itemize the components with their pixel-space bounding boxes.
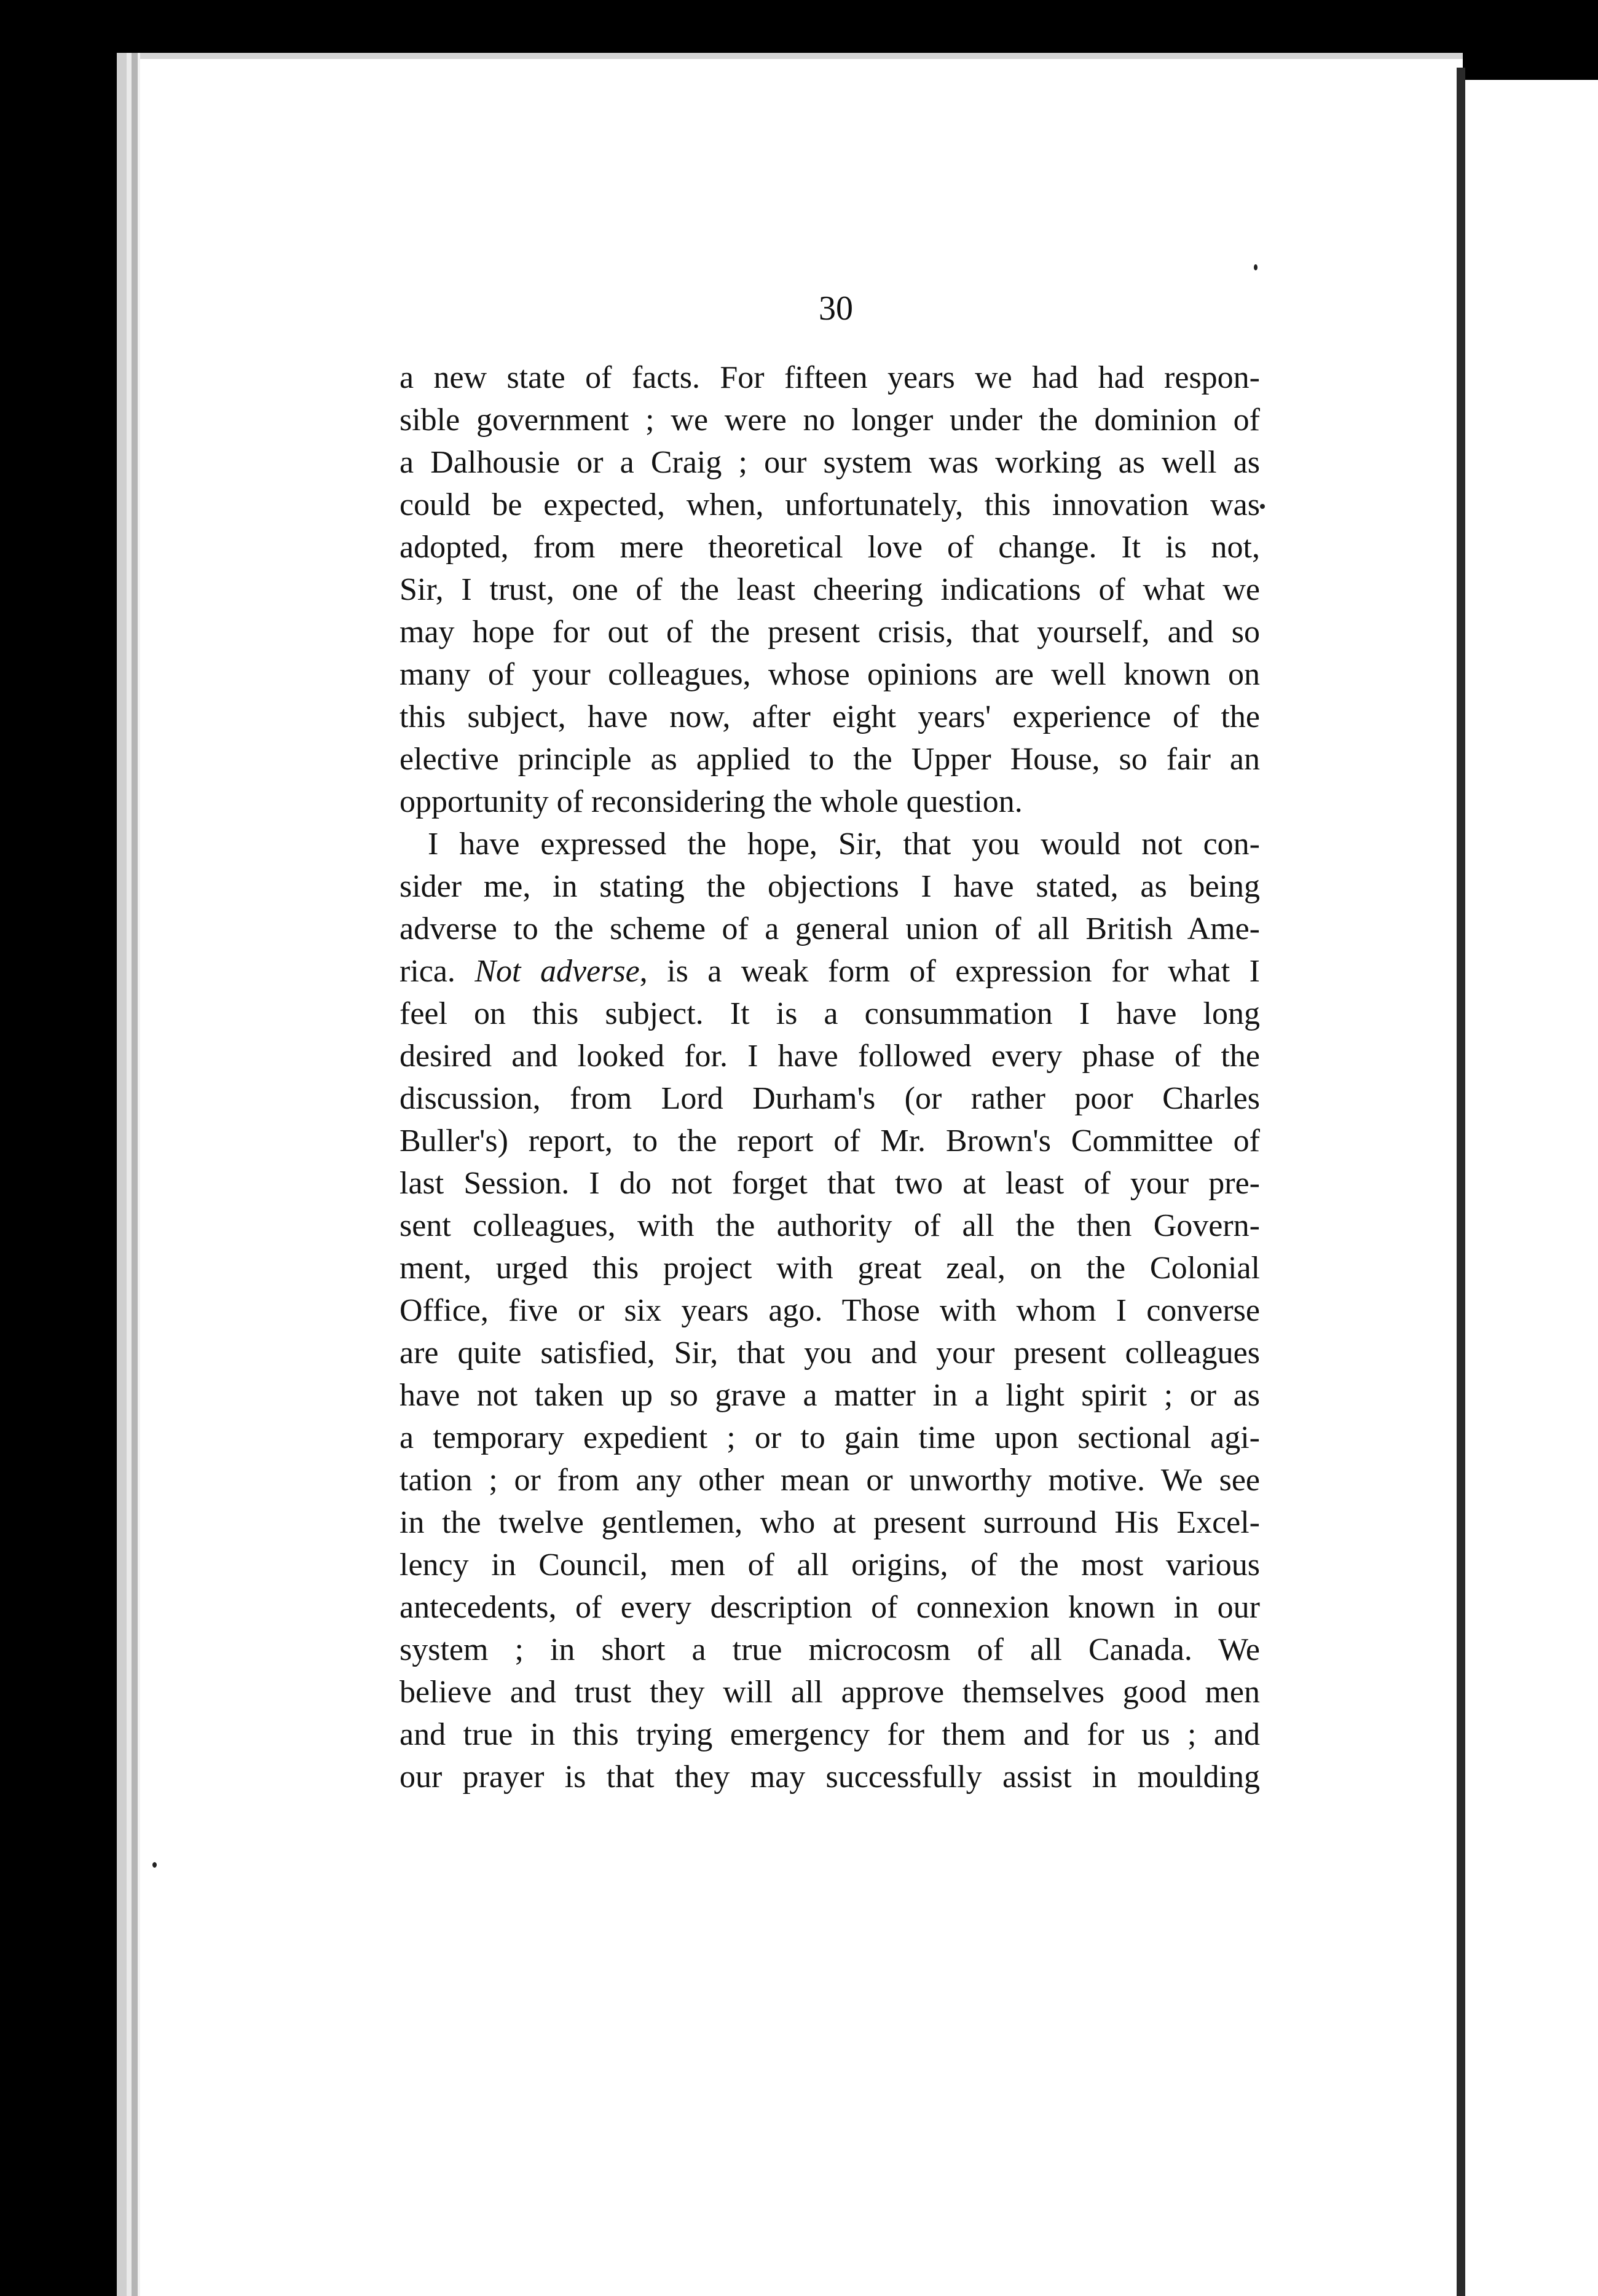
text-line: have not taken up so grave a matter in a light spirit ; or as bbox=[399, 1378, 1260, 1413]
page-number: 30 bbox=[819, 289, 853, 328]
paragraph-2 bbox=[399, 823, 1260, 1798]
text-line: Sir, I trust, one of the least cheering indications of what we bbox=[399, 572, 1260, 607]
text-line: in the twelve gentlemen, who at present surround His Excel- bbox=[399, 1505, 1260, 1540]
facing-page-sliver bbox=[1465, 80, 1598, 2296]
text-line: elective principle as applied to the Upper House, so fair an bbox=[399, 742, 1260, 777]
text-line: Buller's) report, to the report of Mr. Brown's Committee of bbox=[399, 1123, 1260, 1158]
text-line: antecedents, of every description of connexion known in our bbox=[399, 1590, 1260, 1625]
body-text bbox=[399, 356, 1260, 1798]
text-line: feel on this subject. It is a consummation I have long bbox=[399, 996, 1260, 1031]
text-line: last Session. I do not forget that two at least of your pre- bbox=[399, 1166, 1260, 1201]
text-fragment: , is a weak form of expression for what I bbox=[639, 954, 1260, 989]
text-line: desired and looked for. I have followed every phase of the bbox=[399, 1039, 1260, 1074]
text-line: a Dalhousie or a Craig ; our system was working as well as bbox=[399, 445, 1260, 480]
italic-phrase: Not adverse bbox=[474, 954, 640, 989]
text-line: a new state of facts. For fifteen years we had had respon- bbox=[399, 360, 1260, 395]
text-line: lency in Council, men of all origins, of the most various bbox=[399, 1547, 1260, 1582]
text-line: sible government ; we were no longer under the dominion of bbox=[399, 403, 1260, 438]
text-fragment: rica. bbox=[399, 954, 475, 989]
text-line: are quite satisfied, Sir, that you and your present colleagues bbox=[399, 1335, 1260, 1370]
text-line: tation ; or from any other mean or unworthy motive. We see bbox=[399, 1463, 1260, 1498]
text-line: may hope for out of the present crisis, that yourself, and so bbox=[399, 615, 1260, 650]
text-line: many of your colleagues, whose opinions are well known on bbox=[399, 657, 1260, 692]
text-line: system ; in short a true microcosm of all Canada. We bbox=[399, 1632, 1260, 1667]
text-line: I have expressed the hope, Sir, that you would not con- bbox=[428, 827, 1260, 862]
text-line: could be expected, when, unfortunately, this innovation was bbox=[399, 487, 1260, 522]
gutter bbox=[1457, 68, 1465, 2296]
text-line: ment, urged this project with great zeal, on the Colonial bbox=[399, 1251, 1260, 1286]
scan-speck bbox=[1260, 504, 1265, 509]
text-line: opportunity of reconsidering the whole question. bbox=[399, 784, 1023, 819]
text-line: and true in this trying emergency for them and for us ; and bbox=[399, 1717, 1260, 1752]
text-line-with-italic bbox=[399, 950, 1260, 993]
text-line: sent colleagues, with the authority of all the then Govern- bbox=[399, 1208, 1260, 1243]
text-line: a temporary expedient ; or to gain time upon sectional agi- bbox=[399, 1420, 1260, 1455]
text-line: Office, five or six years ago. Those with whom I converse bbox=[399, 1293, 1260, 1328]
scan-speck bbox=[152, 1862, 157, 1868]
text-line: adverse to the scheme of a general union of all British Ame- bbox=[399, 911, 1260, 946]
paragraph-1 bbox=[399, 356, 1260, 823]
text-line: discussion, from Lord Durham's (or rather poor Charles bbox=[399, 1081, 1260, 1116]
text-line: sider me, in stating the objections I have stated, as being bbox=[399, 869, 1260, 904]
text-line: our prayer is that they may successfully assist in moulding bbox=[399, 1759, 1260, 1795]
text-line: this subject, have now, after eight years' experience of the bbox=[399, 699, 1260, 734]
text-line: believe and trust they will all approve themselves good men bbox=[399, 1675, 1260, 1710]
scan-speck bbox=[1254, 264, 1258, 270]
text-line: adopted, from mere theoretical love of change. It is not, bbox=[399, 530, 1260, 565]
